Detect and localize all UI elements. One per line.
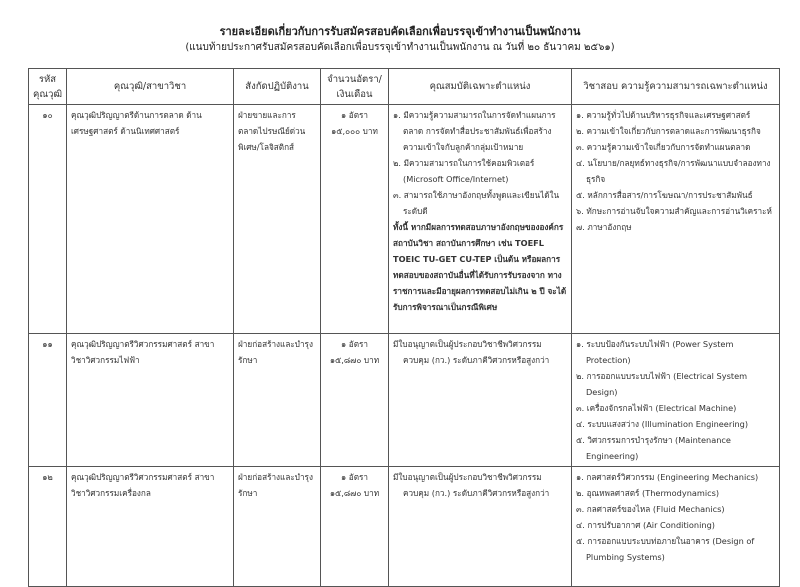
exam-item: ๓. กลศาสตร์ของไหล (Fluid Mechanics) [576,504,725,514]
exam-item: ๒. การออกแบบระบบไฟฟ้า (Electrical System Design) [576,371,748,397]
exam-item: ๑. กลศาสตร์วิศวกรรม (Engineering Mechanics) [576,472,759,482]
exam-item: ๕. วิศวกรรมการบำรุงรักษา (Maintenance Engineering) [576,435,731,461]
qual-item: มีใบอนุญาตเป็นผู้ประกอบวิชาชีพวิศวกรรมควบคุม (กว.) ระดับภาคีวิศวกรหรือสูงกว่า [393,472,550,498]
header-exam: วิชาสอบ ความรู้ความสามารถเฉพาะตำแหน่ง [572,69,780,105]
exam-item: ๑. ระบบป้องกันระบบไฟฟ้า (Power System Protection) [576,339,734,365]
exam-item: ๓. ความรู้ความเข้าใจเกี่ยวกับการจัดทำแผนตลาด [576,142,751,152]
unit-cell: ฝ่ายก่อสร้างและบำรุงรักษา [234,467,321,587]
header-count: จำนวนอัตรา/ เงินเดือน [321,69,389,105]
exam-item: ๒. อุณหพลศาสตร์ (Thermodynamics) [576,488,720,498]
table-row [29,467,780,587]
code-cell: ๑๐ [29,105,67,334]
header-degree: คุณวุฒิ/สาขาวิชา [67,69,234,105]
salary: ๑๕,๘๗๐ บาท [329,488,380,498]
count: ๑ อัตรา [340,110,369,120]
table-row [29,105,780,334]
header-qualification: คุณสมบัติเฉพาะตำแหน่ง [389,69,572,105]
salary: ๑๕,๐๐๐ บาท [331,126,378,136]
unit-cell: ฝ่ายขายและการตลาดไปรษณีย์ด่วนพิเศษ/โลจิสติกส์ [234,105,321,334]
document-subtitle: (แนบท้ายประกาศรับสมัครสอบคัดเลือกเพื่อบรรจุเข้าทำงานเป็นพนักงาน ณ วันที่ ๒๐ ธันวาคม ๒๕๖๑) [185,42,615,53]
degree-cell: คุณวุฒิปริญญาตรีวิศวกรรมศาสตร์ สาขาวิชาวิศวกรรมเครื่องกล [67,467,234,587]
exam-cell [572,467,780,587]
header-code: รหัส คุณวุฒิ [29,69,67,105]
header-unit: สังกัดปฏิบัติงาน [234,69,321,105]
exam-item: ๔. ระบบแสงสว่าง (Illumination Engineering) [576,419,749,429]
exam-item: ๓. เครื่องจักรกลไฟฟ้า (Electrical Machine) [576,403,737,413]
count: ๑ อัตรา [340,339,369,349]
exam-item: ๗. ภาษาอังกฤษ [576,222,632,232]
exam-cell [572,334,780,467]
salary: ๑๕,๘๗๐ บาท [329,355,380,365]
count-cell [321,467,389,587]
qual-item: ๑. มีความรู้ความสามารถในการจัดทำแผนการตลาด การจัดทำสื่อประชาสัมพันธ์เพื่อสร้างความเข้าใจกับลูกค้ากลุ่มเป้าหมาย [393,110,556,152]
positions-table [28,68,780,587]
count-cell [321,105,389,334]
count: ๑ อัตรา [340,472,369,482]
code-cell: ๑๒ [29,467,67,587]
exam-item: ๑. ความรู้ทั่วไปด้านบริหารธุรกิจและเศรษฐศาสตร์ [576,110,751,120]
degree-cell: คุณวุฒิปริญญาตรีวิศวกรรมศาสตร์ สาขาวิชาวิศวกรรมไฟฟ้า [67,334,234,467]
count-cell [321,334,389,467]
qualification-cell [389,334,572,467]
qualification-cell [389,105,572,334]
exam-item: ๖. ทักษะการอ่านจับใจความสำคัญและการอ่านวิเคราะห์ [576,206,772,216]
degree-cell: คุณวุฒิปริญญาตรีด้านการตลาด ด้านเศรษฐศาสตร์ ด้านนิเทศศาสตร์ [67,105,234,334]
qual-item: ๓. สามารถใช้ภาษาอังกฤษทั้งพูดและเขียนได้ในระดับดี [393,190,560,216]
exam-item: ๔. นโยบาย/กลยุทธ์ทางธุรกิจ/การพัฒนาแบบจำลองทางธุรกิจ [576,158,771,184]
exam-item: ๕. การออกแบบระบบท่อภายในอาคาร (Design of Plumbing Systems) [576,536,755,562]
unit-cell: ฝ่ายก่อสร้างและบำรุงรักษา [234,334,321,467]
qualification-cell [389,467,572,587]
qual-item: ๒. มีความสามารถในการใช้คอมพิวเตอร์ (Microsoft Office/Internet) [393,158,535,184]
code-cell: ๑๑ [29,334,67,467]
exam-item: ๔. การปรับอากาศ (Air Conditioning) [576,520,715,530]
table-row [29,334,780,467]
exam-item: ๒. ความเข้าใจเกี่ยวกับการตลาดและการพัฒนาธุรกิจ [576,126,761,136]
header-row [29,69,780,105]
qualification-note: ทั้งนี้ หากมีผลการทดสอบภาษาอังกฤษขององค์กรสถาบันวิชา สถาบันการศึกษา เช่น TOEFL TOEIC TU-GET CU-TEP เป็นต้น หรือผลการทดสอบของสถาบันอื่นที่ได้รับการรับรองจาก ทางราชการและมีอายุผลการทดสอบไม่เกิน ๒ ปี จะได้รับการพิจารณาเป็นกรณีพิเศษ [393,222,567,312]
exam-cell [572,105,780,334]
qual-item: มีใบอนุญาตเป็นผู้ประกอบวิชาชีพวิศวกรรมควบคุม (กว.) ระดับภาคีวิศวกรหรือสูงกว่า [393,339,550,365]
exam-item: ๕. หลักการสื่อสาร/การโฆษณา/การประชาสัมพันธ์ [576,190,753,200]
document-title: รายละเอียดเกี่ยวกับการรับสมัครสอบคัดเลือกเพื่อบรรจุเข้าทำงานเป็นพนักงาน [219,25,581,38]
